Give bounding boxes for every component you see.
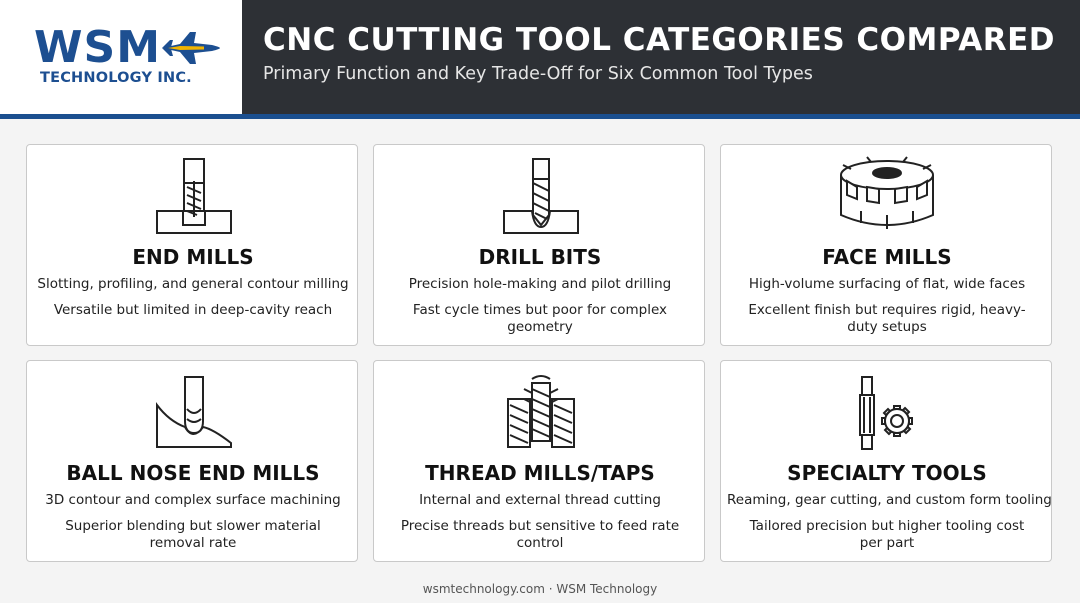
card-tradeoff: Precise threads but sensitive to feed rate control (400, 518, 680, 551)
footer-credit: wsmtechnology.com · WSM Technology (422, 582, 658, 596)
ball-nose-end-mill-icon (27, 369, 359, 459)
card-function: Reaming, gear cutting, and custom form tooling (727, 492, 1052, 508)
card-face-mills (720, 144, 1052, 346)
logo-wordmark: WSM (34, 22, 162, 73)
drill-bit-icon (374, 153, 706, 243)
header-divider (0, 114, 1080, 119)
logo-subtitle: TECHNOLOGY INC. (40, 70, 192, 86)
card-function: Slotting, profiling, and general contour milling (37, 276, 349, 292)
card-tradeoff: Tailored precision but higher tooling cost per part (749, 518, 1025, 551)
card-specialty-tools (720, 360, 1052, 562)
card-title: THREAD MILLS/TAPS (425, 461, 655, 485)
thread-tap-icon (374, 369, 706, 459)
card-tradeoff: Fast cycle times but poor for complex geometry (412, 302, 668, 335)
header-bar (0, 0, 1080, 114)
card-end-mills (26, 144, 358, 346)
card-title: END MILLS (132, 245, 254, 269)
face-mill-icon (721, 153, 1053, 243)
card-tradeoff: Superior blending but slower material removal rate (65, 518, 321, 551)
end-mill-icon (27, 153, 359, 243)
card-title: FACE MILLS (822, 245, 952, 269)
card-function: 3D contour and complex surface machining (45, 492, 341, 508)
card-function: Internal and external thread cutting (419, 492, 661, 508)
card-function: High-volume surfacing of flat, wide faces (748, 276, 1026, 292)
page-title: CNC CUTTING TOOL CATEGORIES COMPARED (263, 22, 1056, 58)
reamer-gear-icon (721, 369, 1053, 459)
page-subtitle: Primary Function and Key Trade-Off for Six Common Tool Types (263, 64, 813, 84)
card-title: BALL NOSE END MILLS (66, 461, 320, 485)
card-ball-nose-end-mills (26, 360, 358, 562)
logo (0, 0, 242, 114)
card-function: Precision hole-making and pilot drilling (408, 276, 672, 292)
card-drill-bits (373, 144, 705, 346)
card-tradeoff: Versatile but limited in deep-cavity reach (53, 302, 333, 318)
jet-icon (160, 28, 222, 68)
card-title: SPECIALTY TOOLS (787, 461, 987, 485)
card-thread-mills-taps (373, 360, 705, 562)
card-title: DRILL BITS (478, 245, 602, 269)
card-tradeoff: Excellent finish but requires rigid, heavy-duty setups (748, 302, 1026, 335)
